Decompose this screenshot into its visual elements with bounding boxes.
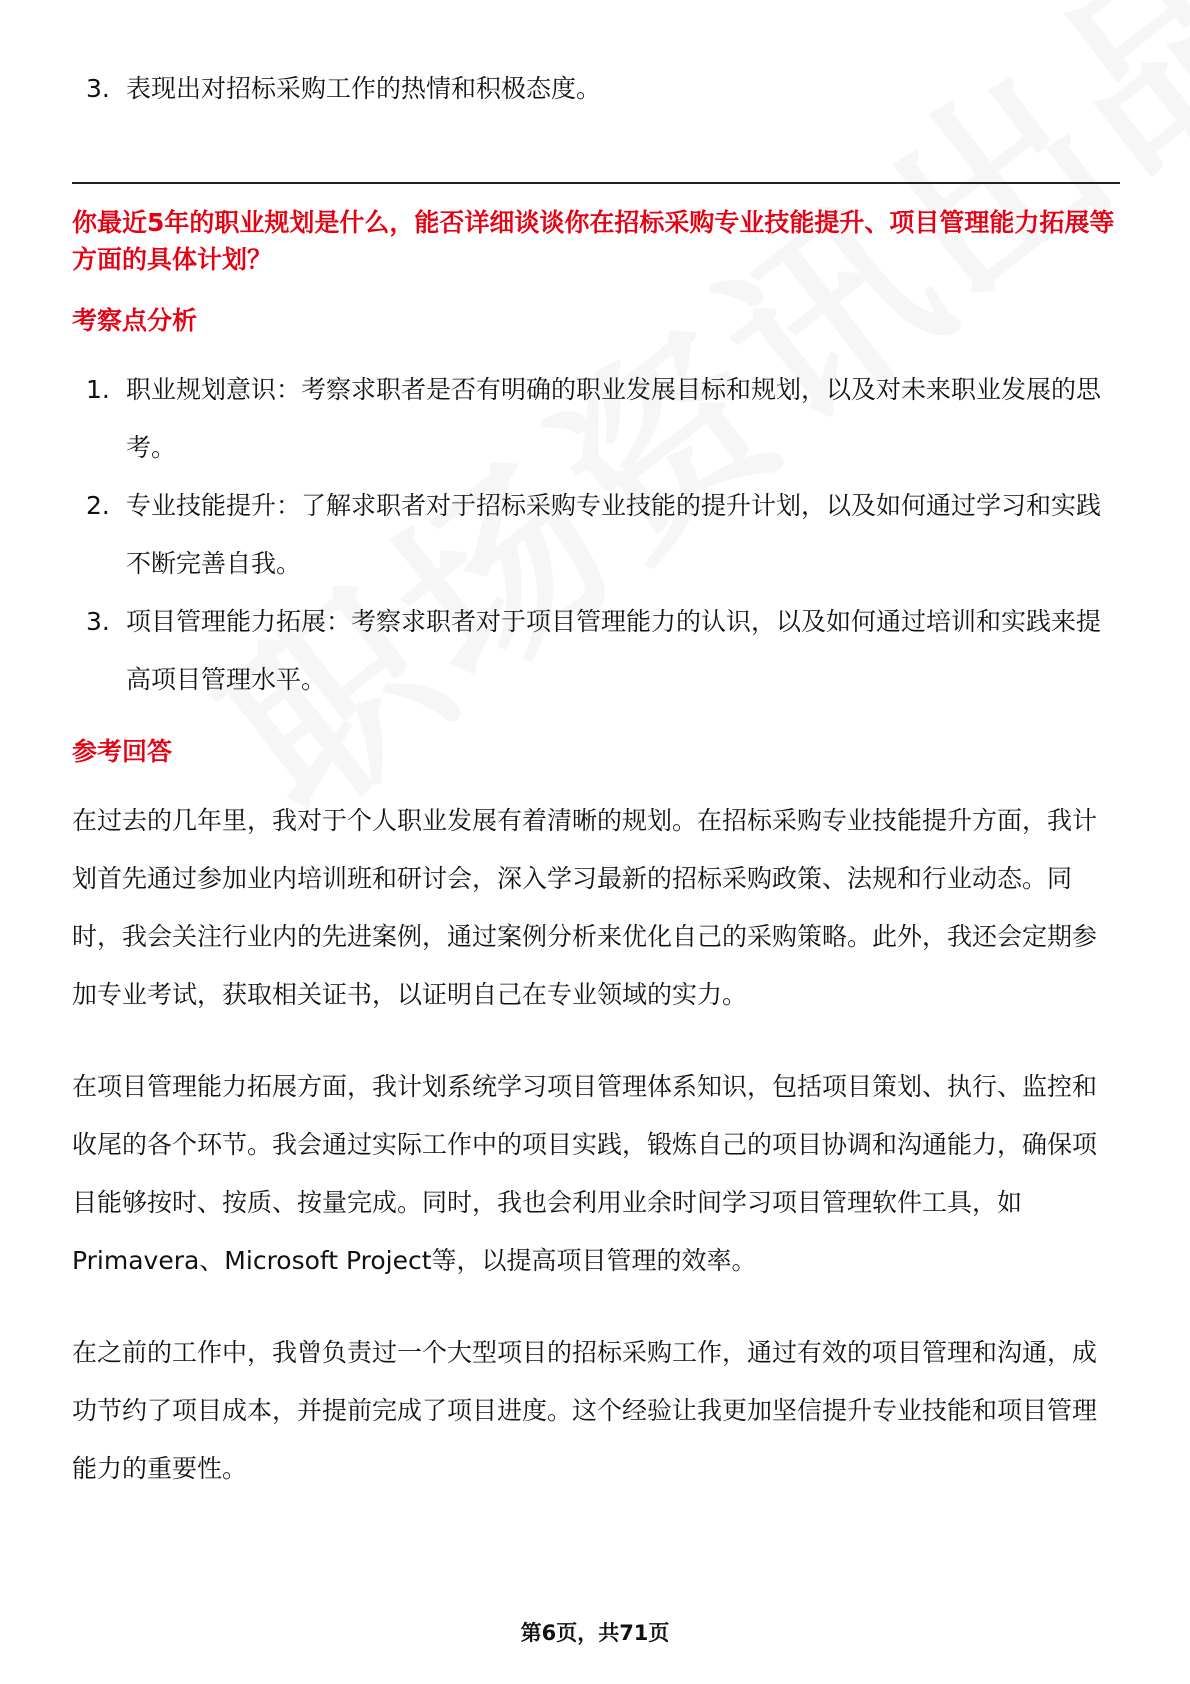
list-number: 3. [86,607,110,636]
list-number: 2. [86,491,110,520]
page-content [72,60,1120,1532]
answer-paragraph: 在过去的几年里，我对于个人职业发展有着清晰的规划。在招标采购专业技能提升方面，我计划首先通过参加业内培训班和研讨会，深入学习最新的招标采购政策、法规和行业动态。同时，我会关注行业内的先进案例，通过案例分析来优化自己的采购策略。此外，我还会定期参加专业考试，获取相关证书，以证明自己在专业领域的实力。 [72,806,1098,1009]
list-number: 1. [86,375,110,404]
interview-question: 你最近5年的职业规划是什么，能否详细谈谈你在招标采购专业技能提升、项目管理能力拓展等方面的具体计划？ [72,208,1115,274]
list-item [72,593,1120,709]
list-item [72,361,1120,477]
list-text: 项目管理能力拓展：考察求职者对于项目管理能力的认识，以及如何通过培训和实践来提高项目管理水平。 [126,607,1102,694]
list-text: 职业规划意识：考察求职者是否有明确的职业发展目标和规划，以及对未来职业发展的思考。 [126,375,1102,462]
previous-list [72,60,1120,118]
list-text: 表现出对招标采购工作的热情和积极态度。 [126,74,602,103]
answer-heading: 参考回答 [72,737,173,766]
list-item [72,60,1120,118]
answer-paragraph: 在之前的工作中，我曾负责过一个大型项目的招标采购工作，通过有效的项目管理和沟通，成功节约了项目成本，并提前完成了项目进度。这个经验让我更加坚信提升专业技能和项目管理能力的重要性。 [72,1338,1098,1483]
answer-paragraph: 在项目管理能力拓展方面，我计划系统学习项目管理体系知识，包括项目策划、执行、监控和收尾的各个环节。我会通过实际工作中的项目实践，锻炼自己的项目协调和沟通能力，确保项目能够按时、按质、按量完成。同时，我也会利用业余时间学习项目管理软件工具，如Primavera、Microsoft Project等，以提高项目管理的效率。 [72,1072,1098,1275]
analysis-heading: 考察点分析 [72,306,198,335]
page-number: 第6页，共71页 [520,1621,670,1645]
section-divider [72,182,1120,184]
list-text: 专业技能提升：了解求职者对于招标采购专业技能的提升计划，以及如何通过学习和实践不断完善自我。 [126,491,1102,578]
list-number: 3. [86,74,110,103]
analysis-list [72,361,1120,709]
list-item [72,477,1120,593]
